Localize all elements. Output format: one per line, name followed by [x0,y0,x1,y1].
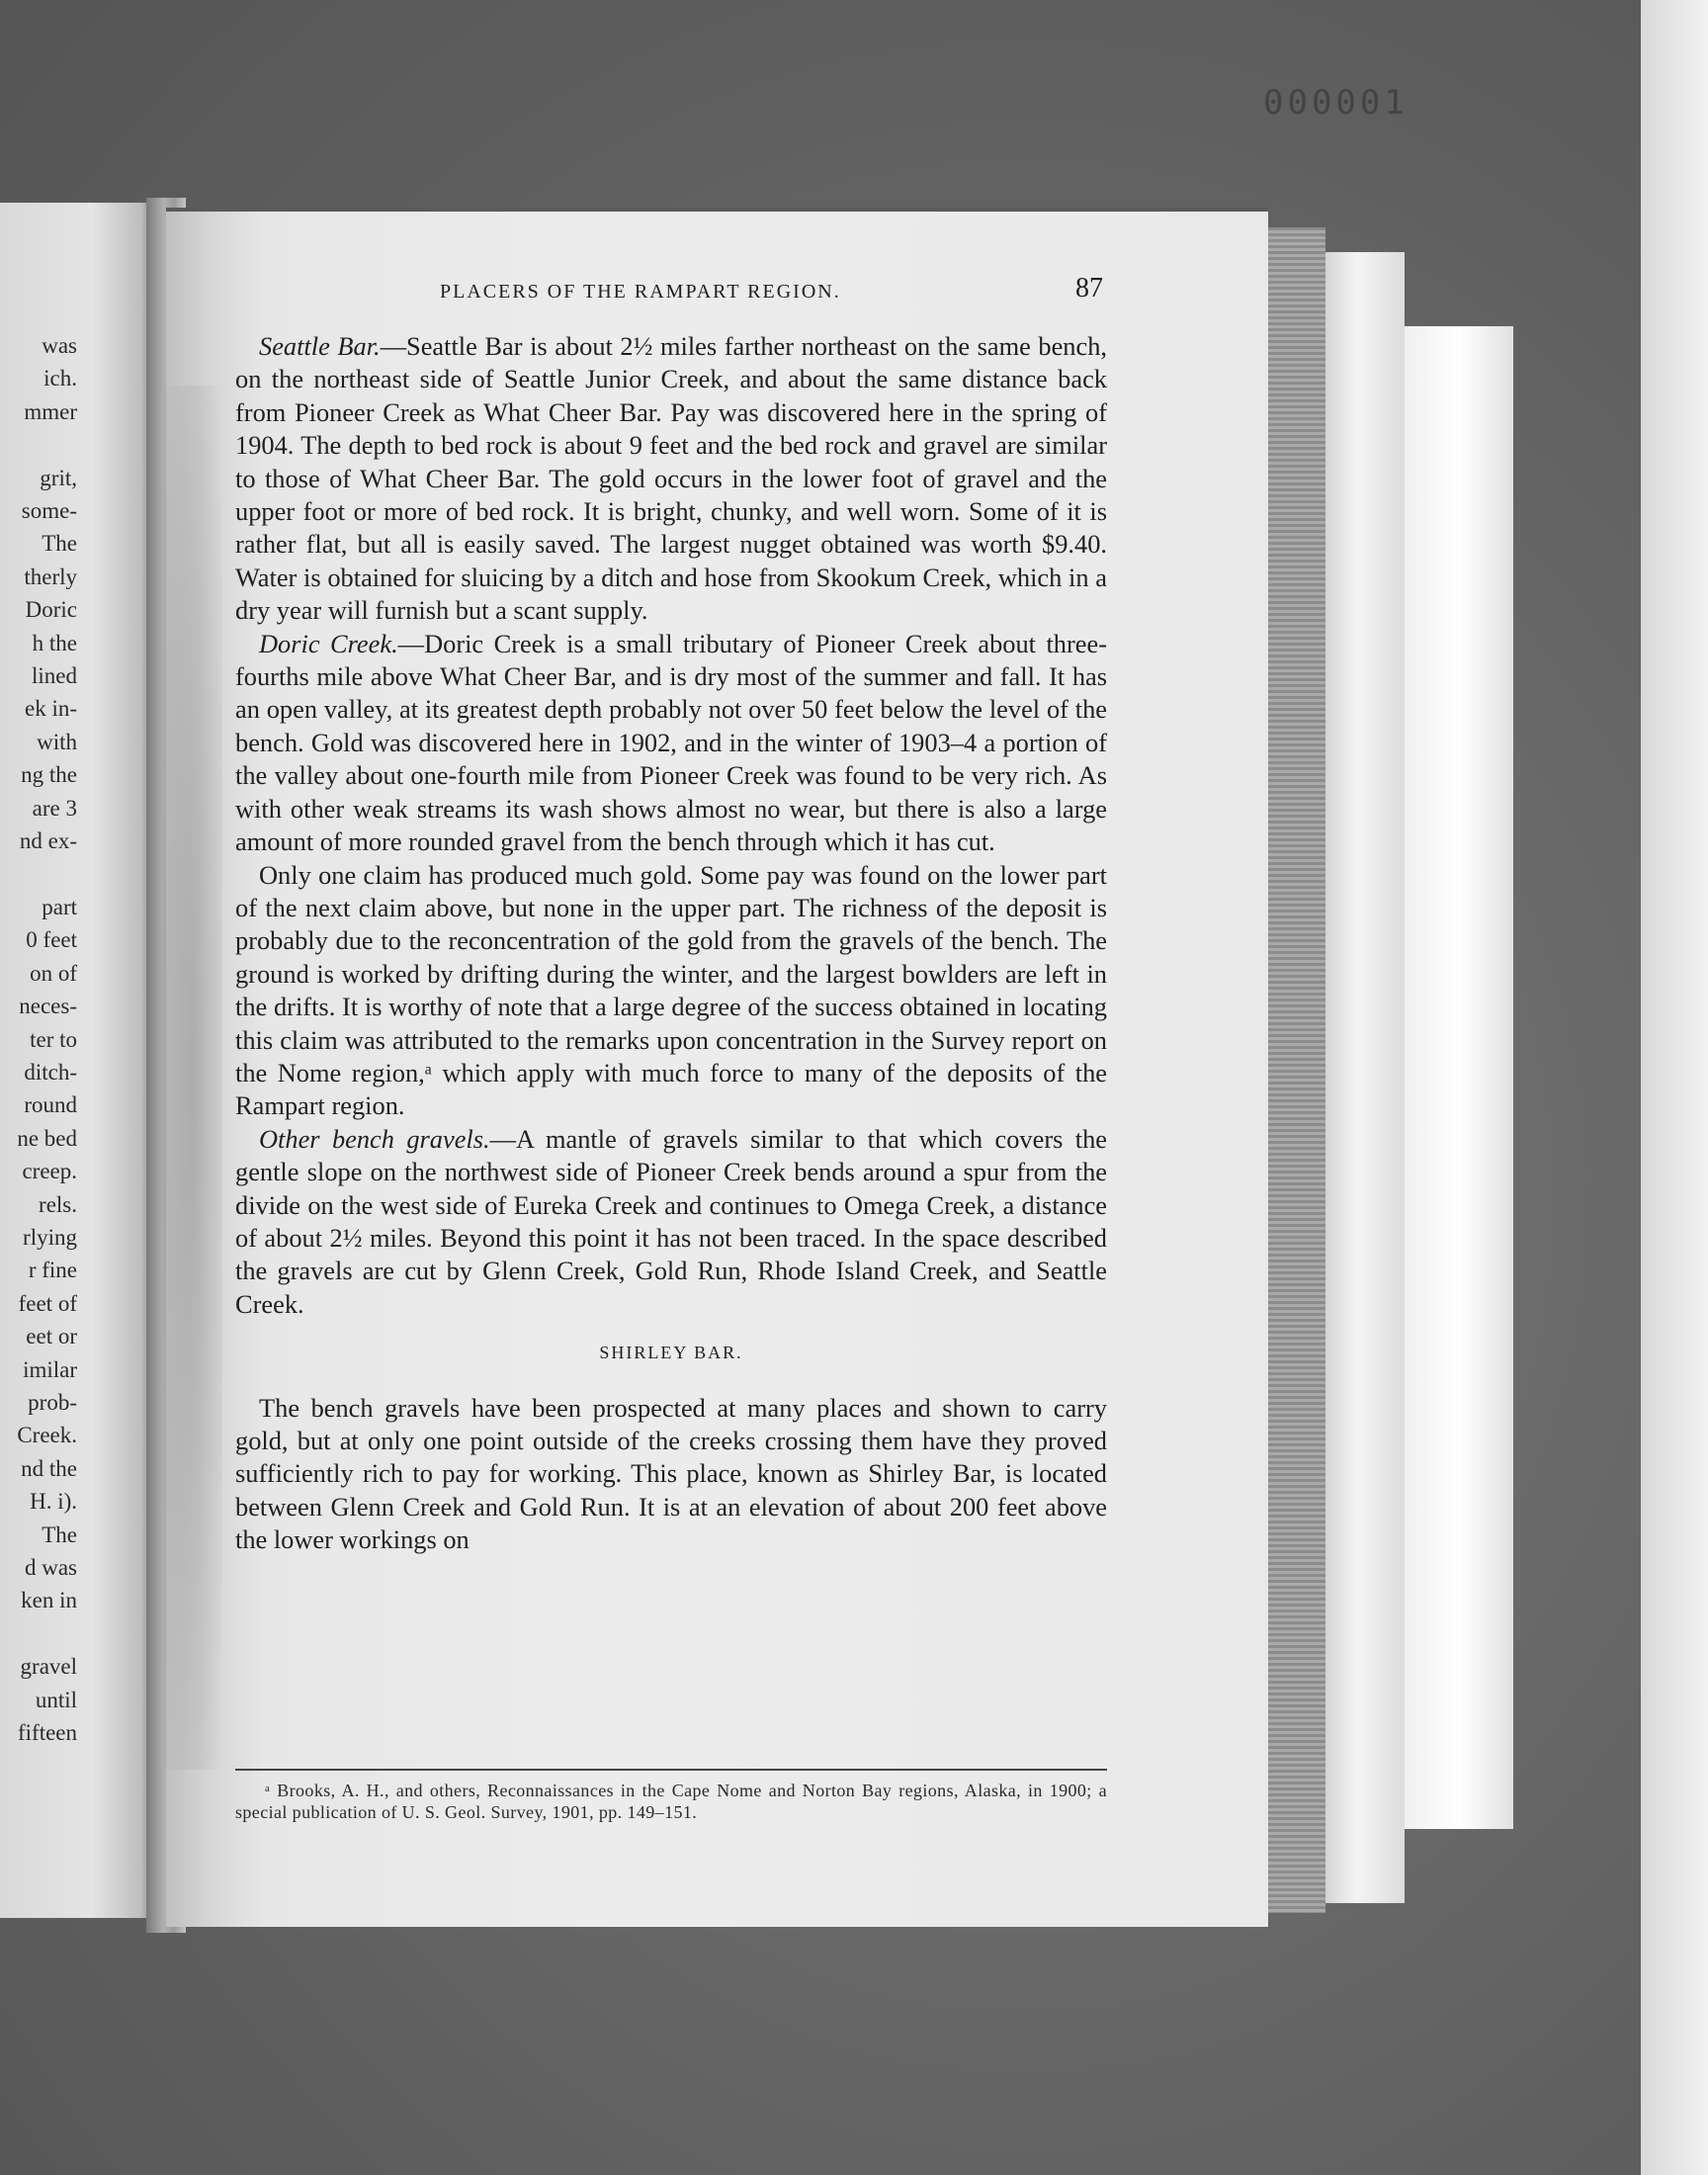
left-page-line: The [42,1522,77,1547]
left-page-line: ne bed [17,1125,77,1151]
left-page-line: mmer [24,398,77,424]
left-page-line [0,858,77,891]
paragraph-text: —Doric Creek is a small tributary of Pioneer Creek about three-fourths mile above What Cheer Bar, and is dry most of the summer and fall. It has an open valley, at its greatest depth probably not over 50 feet below the level of the bench. Gold was discovered here in 1902, and in the winter of 1903–4 a portion of the valley about one-fourth mile from Pioneer Creek was found to be very rich. As with other weak streams its wash shows almost no wear, but there is also a large amount of more rounded gravel from the bench through which it has cut. [235,628,1107,857]
paragraph-lead: Other bench gravels. [259,1123,490,1154]
left-page-line: nd the [21,1455,77,1481]
left-page-line: are 3 [32,795,77,821]
left-page-line: eet or [26,1324,77,1349]
paragraph-shirley-bar: The bench gravels have been prospected at many places and shown to carry gold, but at only one point outside of the creeks crossing them have they proved sufficiently rich to pay for working. This place, known as Shirley Bar, is located between Glenn Creek and Gold Run. It is at an elevation of about 200 feet above the lower workings on [235,1392,1107,1555]
left-page-line: feet of [18,1290,77,1316]
left-page-line: ken in [21,1588,77,1613]
left-page-line: ditch- [24,1059,77,1085]
paragraph-other-bench-gravels [235,1123,1107,1321]
left-page-line: rels. [39,1191,77,1217]
paragraph-one-claim [235,859,1107,1123]
page-block-edge-far [1405,326,1513,1829]
left-page-line: part [42,894,77,919]
left-page-line: Creek. [17,1423,77,1448]
left-page-line: Doric [25,597,77,623]
left-page-line: neces- [19,994,77,1019]
page-block-edge-outer [1325,252,1405,1903]
left-page-line: ich. [43,366,77,392]
left-page-line: The [42,531,77,557]
left-page-line: grit, [40,465,77,490]
page-block-edge [1268,227,1325,1913]
left-page-line: nd ex- [19,828,77,854]
left-page-line: H. i). [30,1489,77,1515]
body-text [235,330,1107,1557]
left-page-line: 0 feet [26,927,77,953]
left-page-line: some- [21,498,77,524]
left-page-line: lined [32,663,77,689]
scan-margin-right [1641,0,1708,2175]
book-stamp-number: 000001 [1263,83,1409,123]
paragraph-text: Only one claim has produced much gold. Some pay was found on the lower part of the next claim above, but none in the upper part. The richness of the deposit is probably due to the reconcentration of the gold from the gravels of the bench. The ground is worked by drifting during the winter, and the largest bowlders are left in the drifts. It is worthy of note that a large degree of the success obtained in locating this claim was attributed to the remarks upon concentration in the Survey report on the Nome region,ᵃ which apply with much force to many of the deposits of the Rampart region. [235,859,1107,1121]
left-page-line: imilar [23,1356,77,1382]
paragraph-text: —Seattle Bar is about 2½ miles farther northeast on the same bench, on the northeast side of Seattle Junior Creek, and about the same distance back from Pioneer Creek as What Cheer Bar. Pay was discovered here in the spring of 1904. The depth to bed rock is about 9 feet and the bed rock and gravel are similar to those of What Cheer Bar. The gold occurs in the lower foot of gravel and the upper foot or more of bed rock. It is bright, chunky, and well worn. Some of it is rather flat, but all is easily saved. The largest nugget obtained was worth $9.40. Water is obtained for sluicing by a ditch and hose from Skookum Creek, which in a dry year will furnish but a scant supply. [235,331,1107,626]
left-page-line: round [24,1092,77,1118]
left-page-line: rlying [23,1224,77,1250]
paragraph-lead: Doric Creek. [259,628,398,658]
left-page-line: prob- [28,1390,77,1415]
paragraph-lead: Seattle Bar. [259,331,381,361]
left-page-line: ek in- [24,696,77,722]
left-page-line: fifteen [17,1720,77,1746]
left-page-text-fragments [0,329,77,1749]
left-page-line: ter to [30,1026,77,1052]
paragraph-seattle-bar [235,330,1107,628]
paragraph-text: —A mantle of gravels similar to that which covers the gentle slope on the northwest side of Pioneer Creek bends around a spur from the divide on the west side of Eureka Creek and continues to Omega Creek, a distance of about 2½ miles. Beyond this point it has not been traced. In the space described the gravels are cut by Glenn Creek, Gold Run, Rhode Island Creek, and Seattle Creek. [235,1123,1107,1319]
section-heading: SHIRLEY BAR. [599,1343,743,1363]
left-page-line: until [35,1687,77,1712]
running-head: PLACERS OF THE RAMPART REGION. [440,281,841,303]
left-page-line: with [37,729,77,754]
footnote-rule [235,1769,1107,1771]
left-page-line [0,428,77,461]
left-page-line: on of [30,960,77,986]
left-page-line: creep. [22,1159,77,1184]
left-page-line: was [42,333,77,358]
left-page-line [0,1617,77,1650]
left-page-line: h the [32,630,77,655]
paragraph-doric-creek [235,628,1107,859]
left-page-line: r fine [28,1258,77,1283]
footnote: ᵃ Brooks, A. H., and others, Reconnaissances in the Cape Nome and Norton Bay regions, Alaska, in 1900; a special publication of U. S. Geol. Survey, 1901, pp. 149–151. [235,1781,1107,1822]
left-page-line: d was [24,1555,77,1581]
page-header [166,273,1110,316]
left-page-line: gravel [20,1654,77,1680]
left-page-line: ng the [21,762,77,788]
page-number: 87 [1075,273,1103,304]
left-page-line: therly [24,564,77,589]
